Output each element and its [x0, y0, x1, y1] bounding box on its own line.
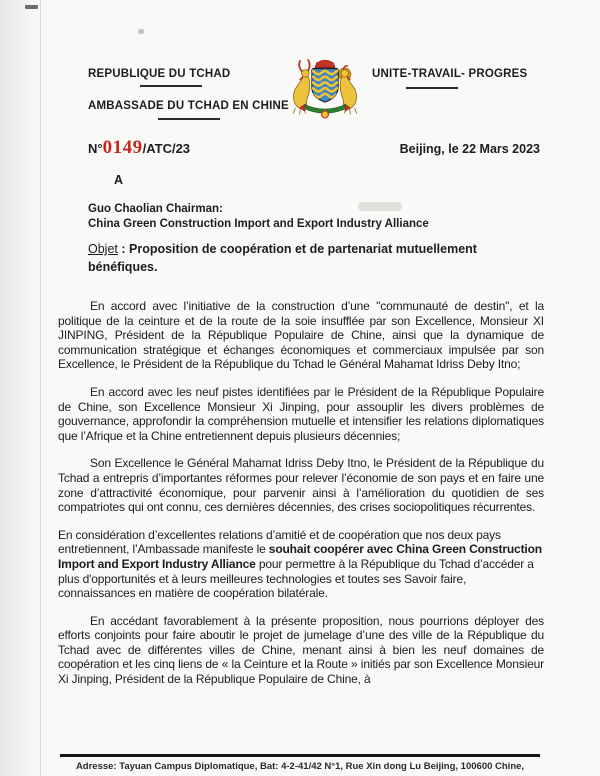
scan-edge-shading — [0, 0, 41, 776]
footer-rule — [60, 754, 540, 757]
letterhead-left — [88, 68, 289, 120]
body-paragraph-1 — [58, 299, 544, 372]
body-paragraph-3 — [58, 456, 544, 514]
subject-label: Objet — [88, 242, 118, 256]
paragraph-text: En accord avec les neuf pistes identifiées par le Président de la République Populaire de Chine, son Excellence Monsieur Xi Jinping, pour assouplir les divers problèmes de gouvernance, approfondir la compréhension mutuelle et intensifier les relations diplomatiques que l’Afrique et la Chine entretiennent depuis plusieurs décennies; — [58, 384, 544, 443]
motto-text: UNITE-TRAVAIL- PROGRES — [372, 68, 528, 80]
addressee-block — [88, 202, 429, 232]
addressee-name: Guo Chaolian Chairman: — [88, 203, 223, 215]
paragraph-text: Son Excellence le Général Mahamat Idriss Deby Itno, le Président de la République du Tchad a entrepris d’importantes réformes pour relever l’économie de son pays et en faire une zone d’attractivité économique, pour parvenir ainsi à l’amélioration du quotidien de ses compatriotes qui ont connu, ces dernières décennies, des crises sociopolitiques récurrentes. — [58, 456, 544, 515]
body-paragraph-4 — [58, 528, 544, 601]
subject-line — [88, 240, 496, 276]
separator-rule — [140, 85, 202, 87]
paragraph-text: En accord avec l’initiative de la construction d’une "communauté de destin", et la politique de la ceinture et de la route de la soie insufflée par son Excellence, Monsieur XI JINPING, Président de la République Populaire de Chine, ainsi que la dynamique de communication stratégique et échanges économiques et commerciaux impulsée par son Excellence, le Président de la République du Tchad le Général Mahamat Idriss Deby Itno; — [58, 299, 544, 372]
separator-rule — [158, 118, 220, 120]
subject-separator: : — [117, 242, 129, 256]
ref-prefix: N° — [88, 141, 103, 156]
ref-suffix: /ATC/23 — [142, 141, 191, 156]
letterhead-motto — [372, 68, 527, 89]
body-paragraph-5 — [58, 614, 544, 687]
reference-number — [88, 137, 190, 159]
body-paragraph-2 — [58, 385, 544, 443]
salutation: A — [114, 173, 124, 187]
reference-row — [88, 137, 540, 159]
coat-of-arms-icon — [284, 57, 366, 121]
subject-text: Proposition de coopération et de partenariat mutuellement bénéfiques. — [88, 242, 477, 274]
scan-artifact — [138, 29, 144, 34]
separator-rule — [406, 87, 458, 89]
paragraph-text-bold: souhait coopérer avec China Green Construction Import and Export Industry Alliance — [58, 542, 542, 571]
paragraph-text: En accédant favorablement à la présente proposition, nous pourrions déployer des efforts conjoints pour faire aboutir le projet de jumelage d’une des ville de la République du Tchad avec de différentes villes de Chine, menant ainsi à bien les neuf domaines de coopération et les cinq liens de « la Ceinture et la Route » initiés par son Excellence Monsieur Xi Jinping, Président de la République Populaire de Chine, à — [58, 613, 544, 687]
footer-address: Adresse: Tayuan Campus Diplomatique, Bat: 4-2-41/42 N°1, Rue Xin dong Lu Beijing, 100600 Chine, — [75, 761, 525, 772]
scan-artifact — [25, 5, 38, 9]
paragraph-text: En considération d’excellentes relations d’amitié et de coopération que nos deux pays entretiennent, l’Ambassade manifeste le — [58, 527, 501, 557]
letter-body — [58, 299, 544, 700]
ref-stamped-number: 0149 — [102, 137, 143, 158]
republic-title: REPUBLIQUE DU TCHAD — [88, 68, 231, 80]
addressee-organization: China Green Construction Import and Export Industry Alliance — [88, 218, 429, 230]
paragraph-text: pour permettre à la République du Tchad d’accéder a plus d'opportunités et à leurs meilleures technologies et toutes ses Savoir faire, connaissances en matière de coopération bilatérale. — [58, 556, 534, 601]
dateline: Beijing, le 22 Mars 2023 — [399, 142, 540, 156]
embassy-title: AMBASSADE DU TCHAD EN CHINE — [88, 100, 289, 112]
chad-coat-of-arms-emblem — [284, 57, 366, 126]
